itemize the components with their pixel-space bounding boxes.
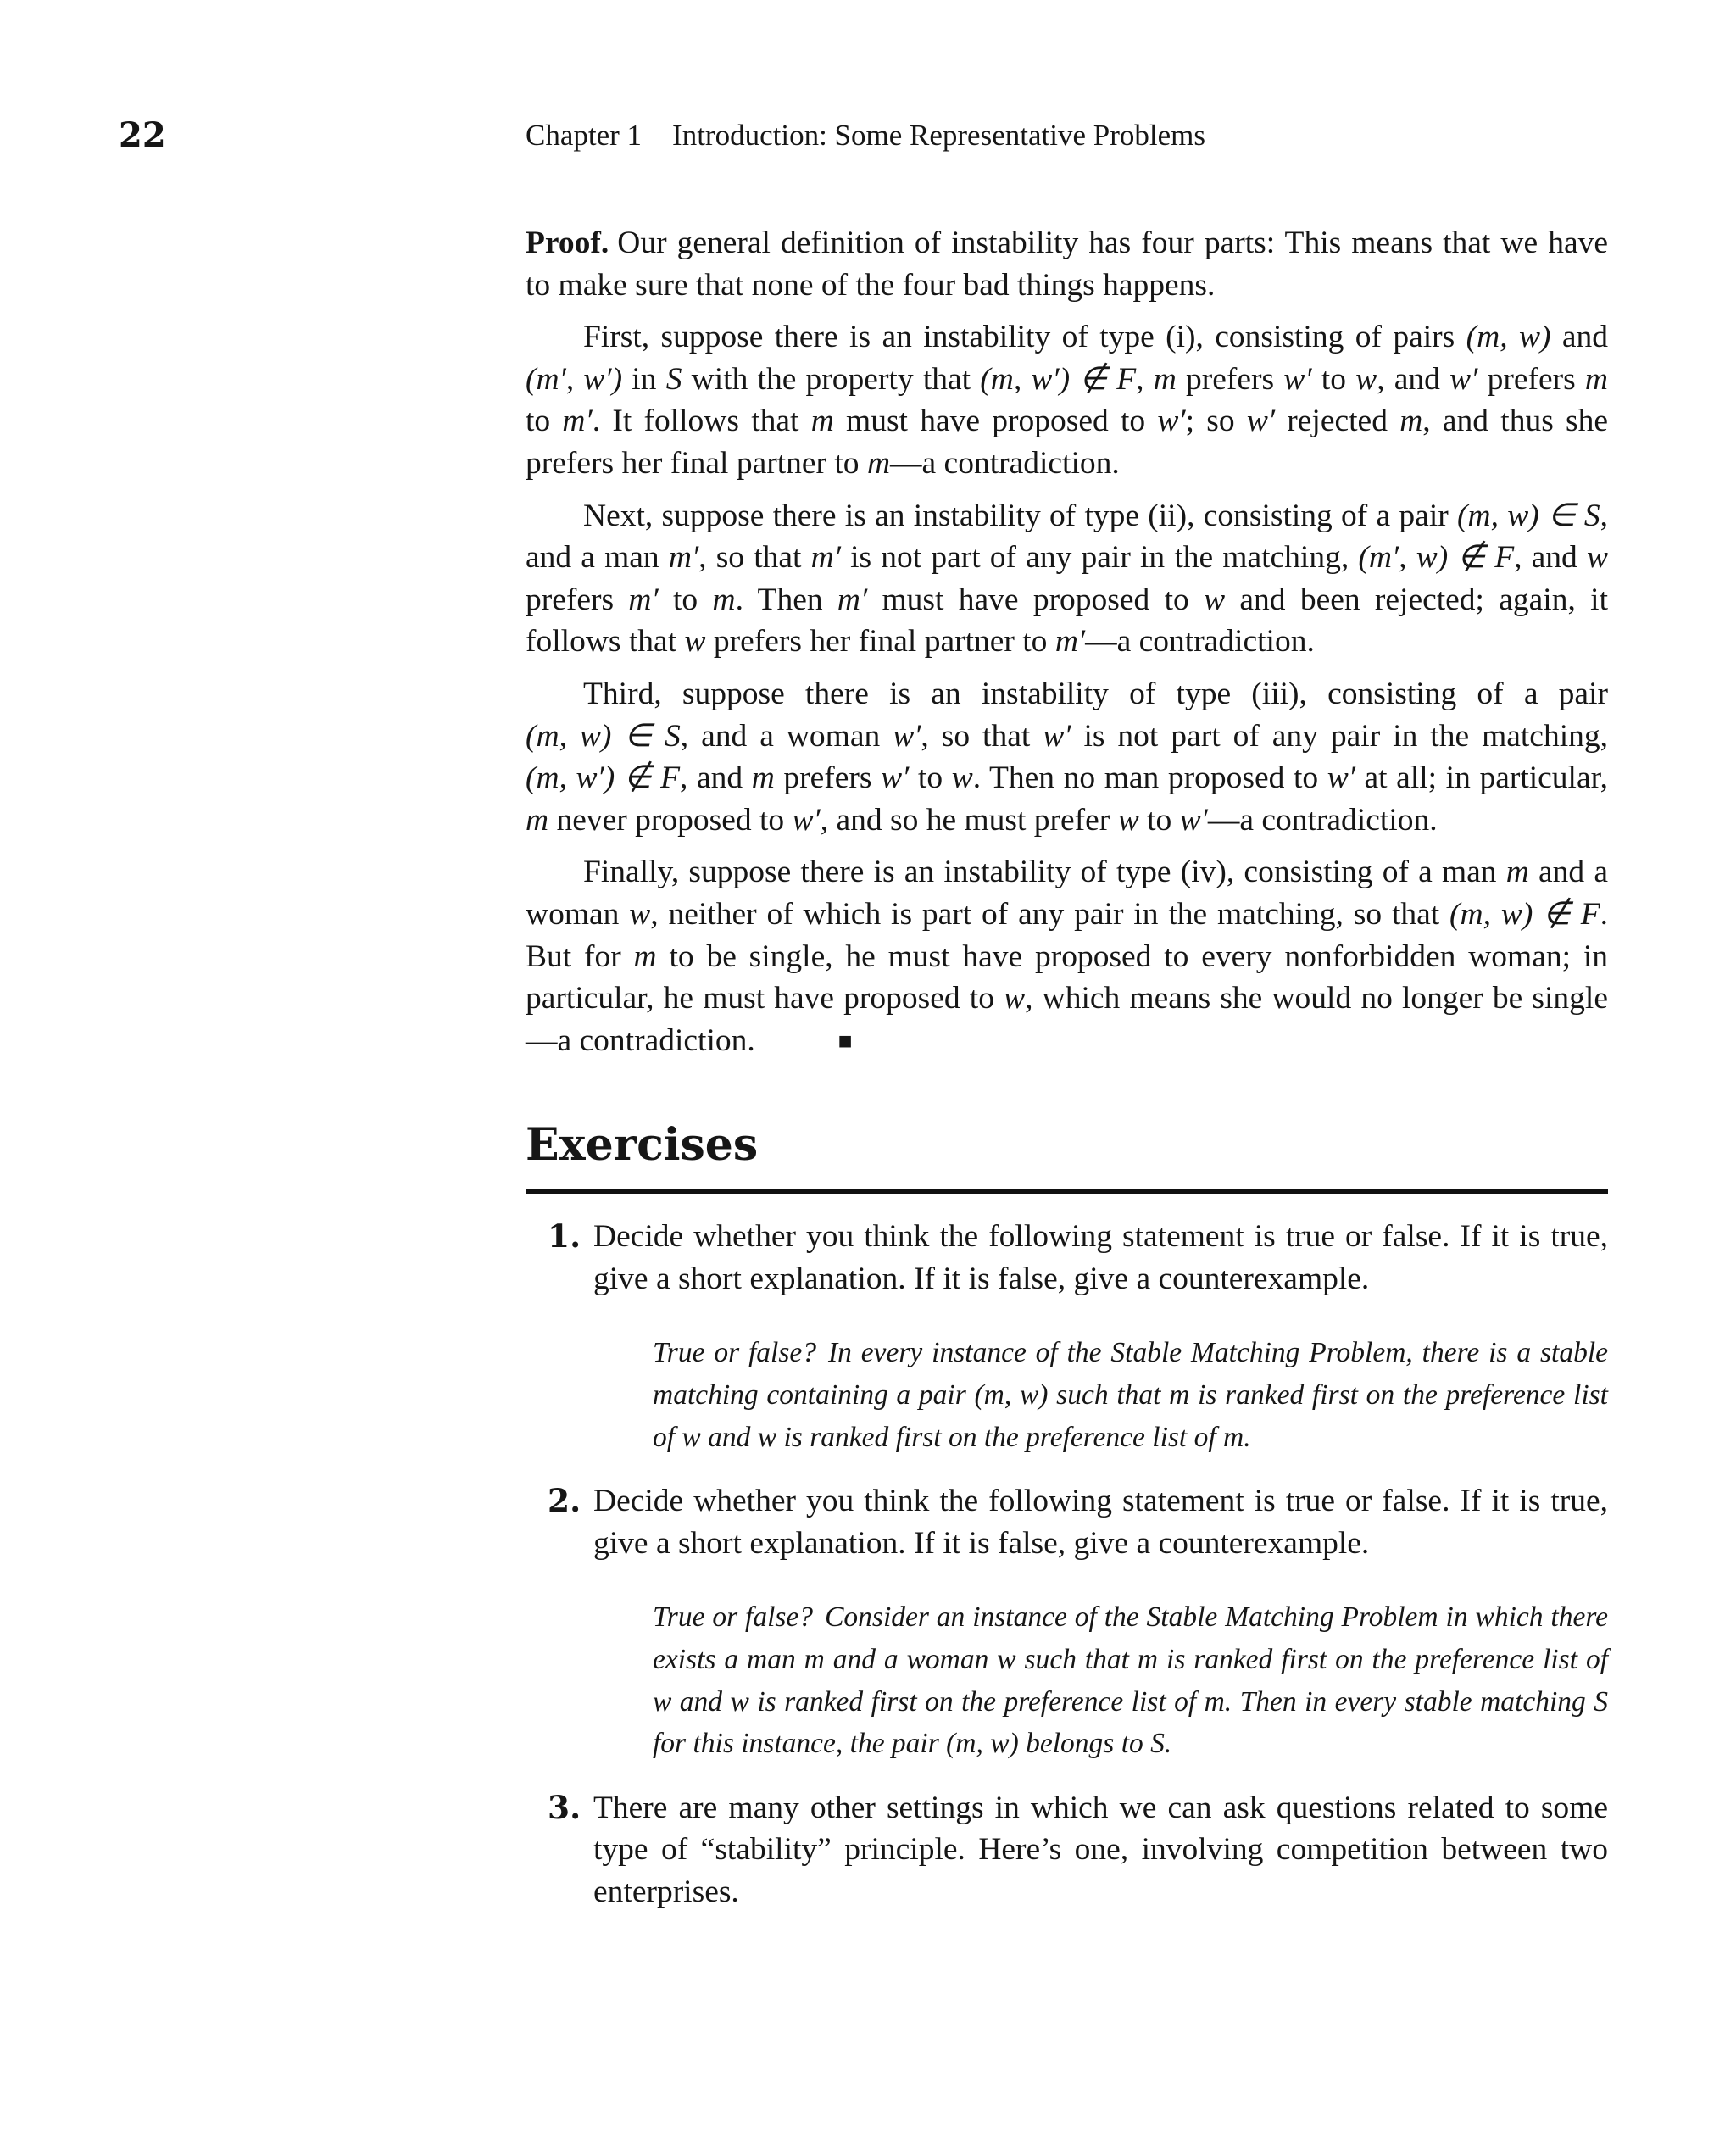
- math-inline: m: [751, 760, 775, 796]
- exercise-number: 2.: [548, 1482, 581, 1520]
- text-span: is not part of any pair in the matching,: [1071, 718, 1608, 754]
- text-span: First, suppose there is an instability of type (i), consisting of pairs: [583, 320, 1466, 355]
- text-span: at all; in particular,: [1355, 760, 1608, 796]
- math-inline: m: [866, 445, 891, 481]
- math-inline: S: [665, 361, 682, 397]
- math-inline: m′: [837, 582, 868, 617]
- exercise-statement: Decide whether you think the following statement is true or false. If it is true, give a short explanation. If it is false, give a counterexample.: [593, 1219, 1608, 1296]
- text-span: —a contradiction.: [1207, 802, 1438, 838]
- text-span: . Then no man proposed to: [972, 760, 1327, 796]
- claim-text: Consider an instance of the Stable Matching Problem in which there exists a man m and a woman w such that m is ranked first on the preference list of w and w is ranked first on the preference list of m. Then in every stable matching S for this instance, the pair (m, w) belongs to S.: [653, 1601, 1608, 1760]
- exercise-claim: [653, 1596, 1608, 1764]
- exercises-heading: Exercises: [526, 1119, 759, 1172]
- exercise-number: 1.: [548, 1217, 581, 1256]
- exercise-claim: [653, 1332, 1608, 1458]
- exercise-number: 3.: [548, 1788, 581, 1826]
- text-span: rejected: [1275, 404, 1400, 439]
- claim-text: In every instance of the Stable Matching Problem, there is a stable matching containing a pair (m, w) such that m is ranked first on the preference list of w and w is ranked first on the preference list of m.: [653, 1337, 1608, 1453]
- math-inline: m′: [562, 404, 593, 439]
- text-span: ; so: [1185, 404, 1247, 439]
- proof-case-iii: [526, 673, 1608, 841]
- text-span: , so that: [921, 718, 1043, 754]
- text-span: —a contradiction.: [890, 445, 1120, 481]
- text-span: , neither of which is part of any pair in the matching, so that: [650, 896, 1450, 932]
- text-span: to be single, he must have proposed to every nonforbidden woman; in particular, he must have proposed to: [526, 938, 1608, 1016]
- chapter-label: Chapter 1: [526, 119, 643, 152]
- text-span: must have proposed to: [867, 582, 1205, 617]
- text-span: . But for: [526, 896, 1608, 974]
- text-span: . It follows that: [592, 404, 811, 439]
- math-inline: m: [633, 938, 657, 974]
- proof-intro-text: Our general definition of instability has four parts: This means that we have to make sure that none of the four bad things happens.: [526, 226, 1608, 303]
- exercise-item: [526, 1787, 1608, 1913]
- math-inline: w: [684, 624, 706, 660]
- math-inline: m: [712, 582, 736, 617]
- math-inline: m: [526, 802, 549, 838]
- math-inline: w′: [893, 718, 921, 754]
- math-inline: w′: [1246, 404, 1276, 439]
- proof-intro: [526, 222, 1608, 306]
- text-span: and been rejected; again, it follows that: [526, 582, 1608, 660]
- text-span: prefers: [1477, 361, 1585, 397]
- math-inline: m: [1584, 361, 1608, 397]
- running-head: [526, 117, 1205, 154]
- text-span: and a woman: [526, 855, 1609, 932]
- claim-lead: True or false?: [653, 1337, 816, 1369]
- math-inline: w′: [1449, 361, 1478, 397]
- math-inline: (m, w) ∈ S: [526, 718, 681, 754]
- math-inline: (m, w) ∉ F: [1449, 896, 1600, 932]
- text-span: Next, suppose there is an instability of type (ii), consisting of a pair: [583, 498, 1457, 533]
- math-inline: w′: [881, 760, 910, 796]
- claim-lead: True or false?: [653, 1601, 814, 1634]
- exercise-statement: There are many other settings in which we can ask questions related to some type of “stability” principle. Here’s one, involving competition between two enterprises.: [593, 1790, 1608, 1909]
- math-inline: m: [1153, 361, 1177, 397]
- page-number: 22: [119, 115, 166, 155]
- math-inline: m′: [668, 540, 699, 576]
- math-inline: w: [1204, 582, 1226, 617]
- proof-case-iv: [526, 851, 1608, 1062]
- math-inline: w′: [1327, 760, 1355, 796]
- text-span: prefers: [1176, 361, 1284, 397]
- math-inline: w: [1117, 802, 1139, 838]
- math-inline: m: [1505, 855, 1529, 890]
- exercise-item: [526, 1216, 1608, 1458]
- math-inline: w′: [1179, 802, 1208, 838]
- text-span: in: [622, 361, 666, 397]
- exercise-item: [526, 1480, 1608, 1765]
- text-span: with the property that: [682, 361, 981, 397]
- math-inline: w: [1586, 540, 1608, 576]
- text-span: ,: [1136, 361, 1154, 397]
- section-rule: [526, 1189, 1608, 1194]
- text-span: must have proposed to: [833, 404, 1158, 439]
- text-span: prefers her final partner to: [705, 624, 1055, 660]
- math-inline: w′: [1283, 361, 1312, 397]
- text-span: and: [1550, 320, 1608, 355]
- math-inline: m′: [1054, 624, 1086, 660]
- math-inline: m′: [628, 582, 659, 617]
- text-span: , and: [1514, 540, 1587, 576]
- chapter-title: Introduction: Some Representative Problems: [672, 119, 1205, 152]
- math-inline: m: [810, 404, 834, 439]
- math-inline: w: [951, 760, 973, 796]
- exercise-statement: Decide whether you think the following statement is true or false. If it is true, give a short explanation. If it is false, give a counterexample.: [593, 1484, 1608, 1561]
- text-span: to: [1138, 802, 1180, 838]
- math-inline: m′: [810, 540, 841, 576]
- text-span: , which means she would no longer be single—a contradiction.: [526, 981, 1608, 1058]
- math-inline: w: [629, 896, 651, 932]
- text-span: . Then: [735, 582, 837, 617]
- text-span: , and a man: [526, 498, 1608, 576]
- text-span: prefers: [774, 760, 882, 796]
- proof-case-i: [526, 316, 1608, 484]
- math-inline: w′: [1043, 718, 1071, 754]
- math-inline: (m, w): [1466, 320, 1551, 355]
- math-inline: (m, w′) ∉ F: [980, 361, 1137, 397]
- text-span: , and: [680, 760, 752, 796]
- math-inline: w: [1355, 361, 1377, 397]
- math-inline: w′: [792, 802, 821, 838]
- text-span: never proposed to: [548, 802, 793, 838]
- math-inline: w: [1004, 981, 1026, 1016]
- text-span: , so that: [698, 540, 811, 576]
- proof-case-ii: [526, 495, 1608, 663]
- text-span: , and: [1377, 361, 1450, 397]
- text-span: , and a woman: [680, 718, 893, 754]
- text-span: , and so he must prefer: [820, 802, 1118, 838]
- math-inline: w′: [1157, 404, 1186, 439]
- text-span: Third, suppose there is an instability of type (iii), consisting of a pair: [583, 676, 1608, 711]
- text-span: to: [1311, 361, 1356, 397]
- proof-label: Proof.: [526, 226, 609, 260]
- text-span: to: [526, 404, 563, 439]
- math-inline: (m, w) ∈ S: [1457, 498, 1600, 533]
- text-block: [526, 222, 1608, 1935]
- text-span: is not part of any pair in the matching,: [840, 540, 1359, 576]
- math-inline: (m, w′) ∉ F: [526, 760, 680, 796]
- text-span: to: [658, 582, 713, 617]
- text-span: to: [909, 760, 952, 796]
- qed-symbol: ■: [837, 1027, 853, 1055]
- math-inline: m: [1399, 404, 1423, 439]
- text-span: Finally, suppose there is an instability of type (iv), consisting of a man: [583, 855, 1506, 890]
- math-inline: (m′, w) ∉ F: [1358, 540, 1515, 576]
- text-span: —a contradiction.: [1085, 624, 1315, 660]
- text-span: , and thus she prefers her final partner to: [526, 404, 1609, 481]
- math-inline: (m′, w′): [526, 361, 623, 397]
- text-span: prefers: [526, 582, 629, 617]
